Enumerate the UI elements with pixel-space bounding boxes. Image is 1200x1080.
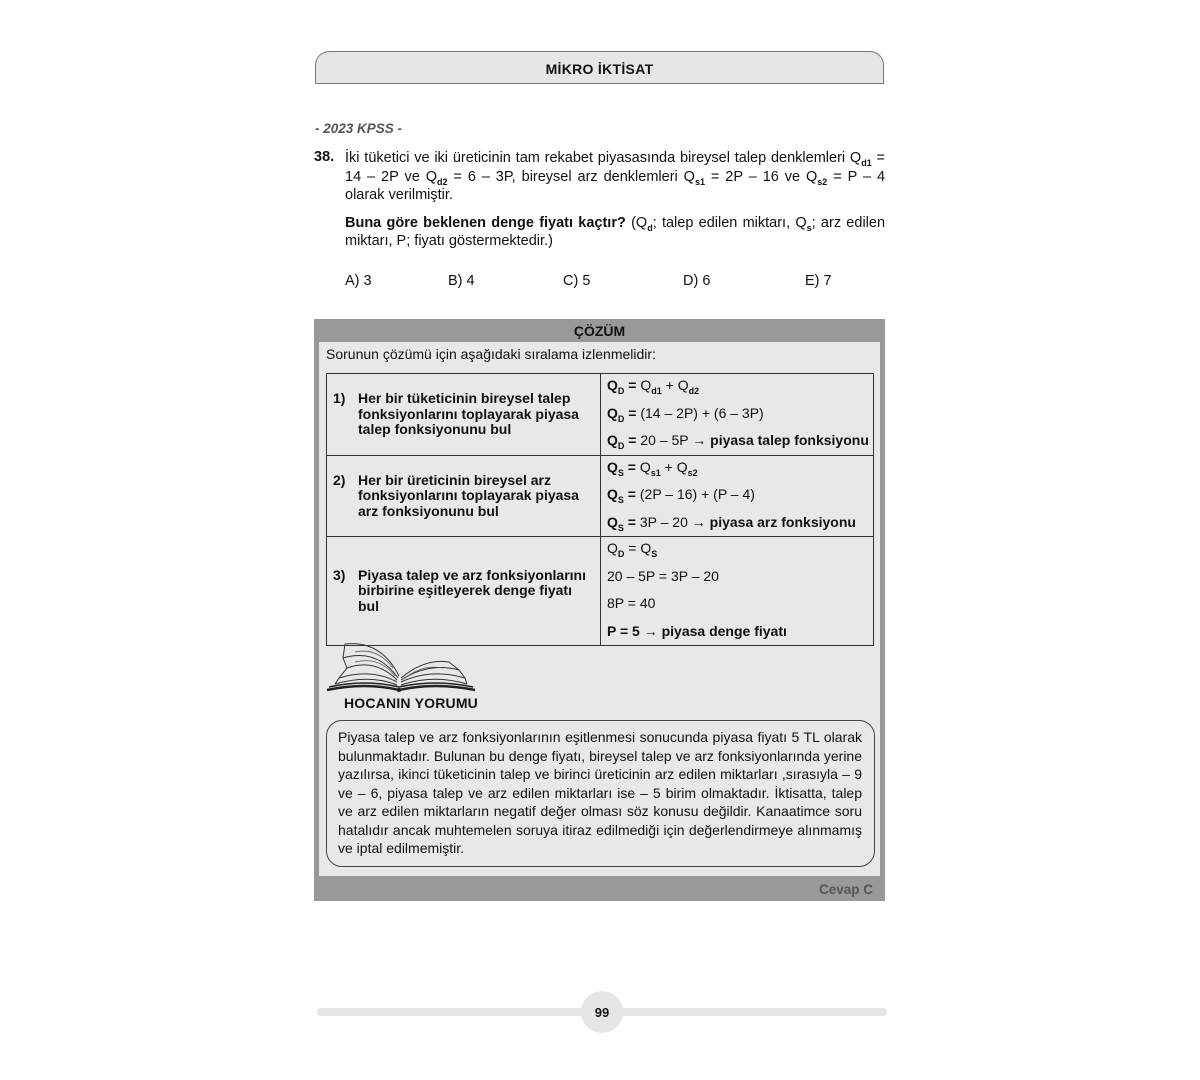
commentary-title: HOCANIN YORUMU	[344, 695, 478, 711]
equation: $Q_S = Q_{s1} + Q_{s2}$	[607, 458, 698, 478]
page-number: 99	[594, 1005, 610, 1020]
equation: 20 – 5P = 3P – 20	[607, 567, 719, 584]
step-row	[327, 537, 874, 646]
equation: P = 5 → piyasa denge fiyatı	[607, 622, 787, 639]
page-number-badge	[581, 991, 623, 1033]
equation: $Q_D = (14 - 2P) + (6 - 3P)$	[607, 404, 764, 424]
step-text: Piyasa talep ve arz fonksiyonlarını birbirine eşitleyerek denge fiyatı bul	[358, 566, 586, 614]
step-row	[327, 455, 874, 537]
step-text: Her bir üreticinin bireysel arz fonksiyonlarını toplayarak piyasa arz fonksiyonunu bul	[358, 471, 579, 519]
option-a[interactable]: A) 3	[345, 273, 372, 289]
commentary-text: Piyasa talep ve arz fonksiyonlarının eşitlenmesi sonucunda piyasa fiyatı 5 TL olarak bulunmaktadır. Bulunan bu denge fiyatı, bireysel talep ve arz fonksiyonlarında yerine yazılırsa, ikinci tüketicinin talep ve birinci üreticinin arz edilen miktarları ,sırasıyla – 9 ve – 6, piyasa talep ve arz edilen miktarları ise – 5 birim olmaktadır. İktisatta, talep ve arz edilen miktarların negatif değer olması söz konusu değildir. Kanaatimce soru hatalıdır ancak muhtemelen soruya itiraz edilmediği için değerlendirmeye alınmamış ve iptal edilmemiştir.	[326, 720, 875, 867]
answer-label: Cevap C	[818, 882, 873, 897]
question-source: - 2023 KPSS -	[315, 121, 403, 136]
step-number: 2)	[333, 471, 346, 488]
step-row	[327, 374, 874, 456]
equation: $Q_D = Q_S$	[607, 540, 658, 559]
chapter-header	[315, 51, 884, 84]
equation: 8P = 40	[607, 595, 656, 611]
open-book-icon	[325, 638, 477, 701]
step-text: Her bir tüketicinin bireysel talep fonksiyonlarını toplayarak piyasa talep fonksiyonunu bul	[358, 390, 579, 437]
question-ask: Buna göre beklenen denge fiyatı kaçtır? ($Q_d$; talep edilen miktarı, $Q_s$; arz edilen miktarı, P; fiyatı göstermektedir.)	[345, 214, 886, 249]
equation: $Q_S = (2P - 16) + (P - 4)$	[607, 486, 755, 505]
option-d[interactable]: D) 6	[683, 273, 711, 289]
option-c[interactable]: C) 5	[563, 273, 591, 289]
solution-box	[314, 319, 885, 901]
step-number: 3)	[333, 566, 346, 583]
equation: $Q_D = Q_{d1} + Q_{d2}$	[607, 377, 700, 396]
solution-intro: Sorunun çözümü için aşağıdaki sıralama izlenmelidir:	[326, 346, 656, 362]
solution-title: ÇÖZÜM	[573, 323, 626, 339]
question-number: 38.	[314, 149, 335, 165]
solution-steps-table	[326, 373, 874, 646]
question-text	[345, 149, 885, 251]
solution-content	[319, 342, 880, 876]
equation: $Q_D = 20 - 5P$ → piyasa talep fonksiyonu	[607, 432, 869, 451]
question-stem: İki tüketici ve iki üreticinin tam rekabet piyasasında bireysel talep denklemleri $Q_{d1} = 14 - 2P$ ve $Q_{d2} = 6 - 3P$, bireysel arz denklemleri $Q_{s1} = 2P - 16$ ve $Q_{s2} = P - 4$ olarak verilmiştir.	[345, 150, 886, 203]
chapter-title: MİKRO İKTİSAT	[545, 61, 654, 77]
equation: $Q_S = 3P - 20$ → piyasa arz fonksiyonu	[607, 513, 856, 533]
option-e[interactable]: E) 7	[805, 273, 832, 289]
step-number: 1)	[333, 390, 346, 406]
option-b[interactable]: B) 4	[448, 273, 475, 289]
